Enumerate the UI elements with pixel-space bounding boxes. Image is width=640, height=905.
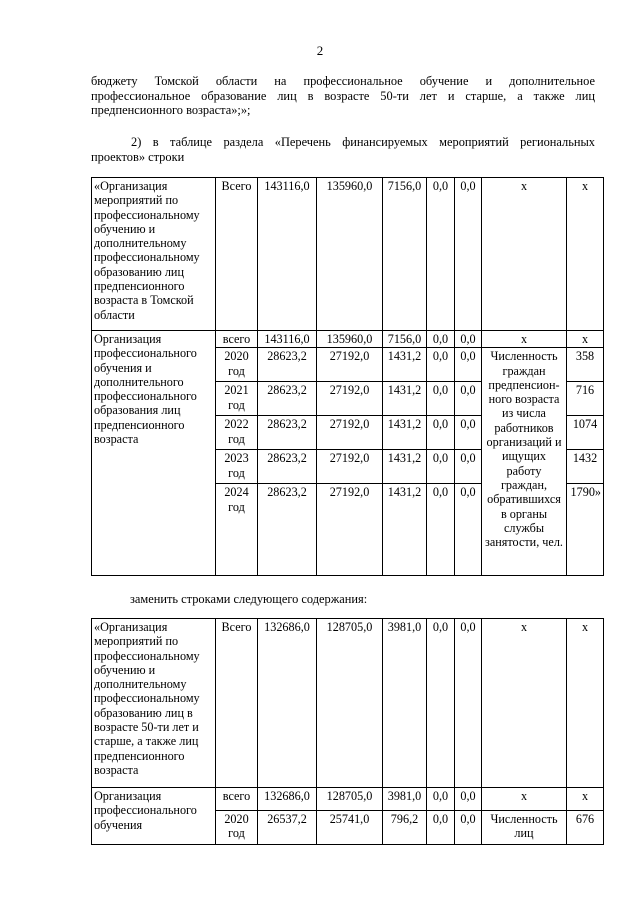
budget-cell: 0,0 (455, 178, 482, 331)
value-cell: х (567, 619, 604, 788)
table-replacement-rows (91, 618, 604, 845)
indicator-cell: Численность лиц (482, 811, 567, 845)
item-2-paragraph (91, 135, 595, 164)
value-cell: 1432 (567, 450, 604, 484)
budget-cell: 0,0 (455, 450, 482, 484)
period-cell: 2024 год (216, 484, 258, 576)
budget-cell: 0,0 (455, 788, 482, 811)
indicator-cell: х (482, 178, 567, 331)
group-name-cell: Организация профессионального обучения (92, 788, 216, 845)
total-cell: 132686,0 (258, 619, 317, 788)
table-row (92, 619, 604, 788)
period-cell: Всего (216, 619, 258, 788)
total-cell: 28623,2 (258, 484, 317, 576)
total-cell: 28623,2 (258, 382, 317, 416)
intro-line: бюджету Томской области на профессиональное обучение и дополнительное (91, 74, 595, 88)
budget-cell: 1431,2 (383, 450, 427, 484)
intro-line: предпенсионного возраста»;»; (91, 103, 251, 117)
budget-cell: 0,0 (455, 416, 482, 450)
table-original-rows (91, 177, 604, 576)
budget-cell: 796,2 (383, 811, 427, 845)
budget-cell: 135960,0 (317, 178, 383, 331)
table-row (92, 788, 604, 811)
budget-cell: 0,0 (427, 619, 455, 788)
budget-cell: 27192,0 (317, 416, 383, 450)
budget-cell: 27192,0 (317, 484, 383, 576)
indicator-cell: х (482, 619, 567, 788)
budget-cell: 0,0 (455, 331, 482, 348)
item-2-line: проектов» строки (91, 149, 185, 164)
budget-cell: 1431,2 (383, 348, 427, 382)
period-cell: Всего (216, 178, 258, 331)
budget-cell: 27192,0 (317, 382, 383, 416)
value-cell: х (567, 331, 604, 348)
budget-cell: 1431,2 (383, 484, 427, 576)
budget-cell: 0,0 (427, 382, 455, 416)
period-cell: 2023 год (216, 450, 258, 484)
budget-cell: 0,0 (427, 788, 455, 811)
budget-cell: 0,0 (427, 178, 455, 331)
period-cell: 2021 год (216, 382, 258, 416)
total-cell: 132686,0 (258, 788, 317, 811)
budget-cell: 7156,0 (383, 331, 427, 348)
total-cell: 28623,2 (258, 450, 317, 484)
total-cell: 143116,0 (258, 178, 317, 331)
budget-cell: 1431,2 (383, 382, 427, 416)
intro-paragraph (91, 74, 595, 118)
indicator-cell: х (482, 788, 567, 811)
budget-cell: 0,0 (455, 348, 482, 382)
replace-text: заменить строками следующего содержания: (130, 592, 368, 606)
budget-cell: 0,0 (427, 450, 455, 484)
budget-cell: 0,0 (427, 348, 455, 382)
budget-cell: 1431,2 (383, 416, 427, 450)
table-row (92, 331, 604, 348)
indicator-cell: х (482, 331, 567, 348)
total-cell: 28623,2 (258, 348, 317, 382)
budget-cell: 7156,0 (383, 178, 427, 331)
event-name-cell: «Организация мероприятий по профессиональному обучению и дополнительному профессиональному образованию лиц в возрасте 50-ти лет и старше, а также лиц предпенсионного возраста (92, 619, 216, 788)
budget-cell: 0,0 (427, 331, 455, 348)
page-number: 2 (316, 43, 324, 58)
value-cell: х (567, 788, 604, 811)
period-cell: 2020 год (216, 348, 258, 382)
period-cell: всего (216, 331, 258, 348)
budget-cell: 0,0 (455, 484, 482, 576)
value-cell: 716 (567, 382, 604, 416)
budget-cell: 3981,0 (383, 788, 427, 811)
budget-cell: 128705,0 (317, 788, 383, 811)
item-2-line: 2) в таблице раздела «Перечень финансируемых мероприятий региональных (131, 135, 595, 149)
period-cell: 2020 год (216, 811, 258, 845)
total-cell: 143116,0 (258, 331, 317, 348)
budget-cell: 27192,0 (317, 348, 383, 382)
value-cell: 358 (567, 348, 604, 382)
value-cell: х (567, 178, 604, 331)
total-cell: 26537,2 (258, 811, 317, 845)
value-cell: 1074 (567, 416, 604, 450)
group-name-cell: Организация профессионального обучения и дополнительного профессионального образования лиц предпенсионного возраста (92, 331, 216, 576)
budget-cell: 0,0 (427, 416, 455, 450)
period-cell: 2022 год (216, 416, 258, 450)
budget-cell: 0,0 (427, 484, 455, 576)
budget-cell: 25741,0 (317, 811, 383, 845)
total-cell: 28623,2 (258, 416, 317, 450)
budget-cell: 135960,0 (317, 331, 383, 348)
budget-cell: 0,0 (455, 619, 482, 788)
budget-cell: 0,0 (427, 811, 455, 845)
budget-cell: 27192,0 (317, 450, 383, 484)
table-row (92, 178, 604, 331)
budget-cell: 128705,0 (317, 619, 383, 788)
indicator-cell: Численность граждан предпенсион-ного возраста из числа работников организаций и ищущих работу граждан, обратившихся в органы службы занятости, чел. (482, 348, 567, 576)
intro-line: профессиональное образование лиц в возрасте 50-ти лет и старше, а также лиц (91, 88, 595, 103)
budget-cell: 0,0 (455, 382, 482, 416)
period-cell: всего (216, 788, 258, 811)
event-name-cell: «Организация мероприятий по профессиональному обучению и дополнительному профессиональному образованию лиц предпенсионного возраста в Томской области (92, 178, 216, 331)
budget-cell: 3981,0 (383, 619, 427, 788)
value-cell: 676 (567, 811, 604, 845)
budget-cell: 0,0 (455, 811, 482, 845)
value-cell: 1790» (567, 484, 604, 576)
